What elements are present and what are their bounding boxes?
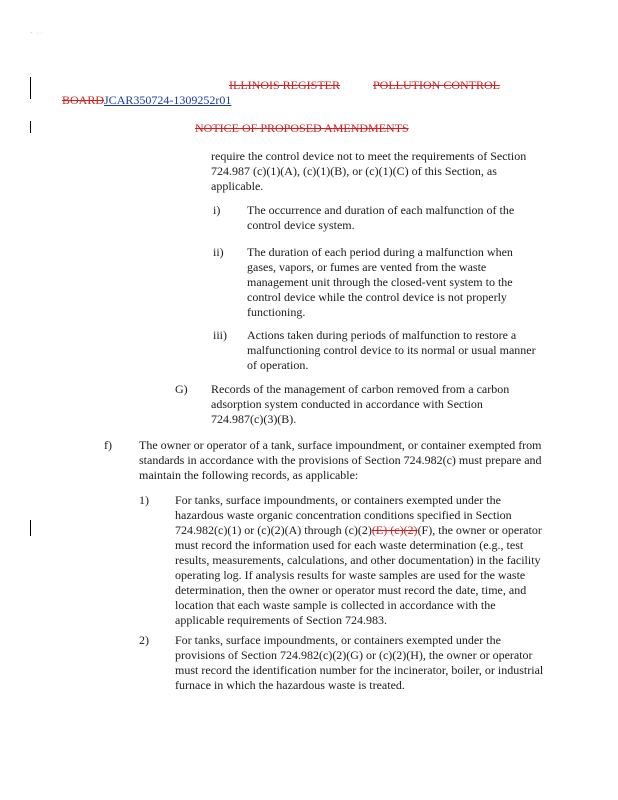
subsection-label: G) [175,382,188,396]
item-label: i) [213,203,221,217]
continuation-paragraph: require the control device not to meet the requirements of Section 724.987 (c)(1)(A), (c)(1)(B), or (c)(1)(C) of this Section, as applicable. [211,149,527,193]
change-bar [30,77,31,99]
section-label: f) [104,438,112,452]
register-header [229,78,569,92]
paragraph-label: 1) [139,493,149,507]
agency-name-cont: BOARD [62,93,105,107]
scan-speck: - · · [30,30,43,37]
paragraph-text: For tanks, surface impoundments, or containers exempted under the hazardous waste organic concentration conditions specified in Section 724.982(c)(1) or (c)(2)(A) through (c)(2)(E) (c)(2)(F), the owner or operator must record the information used for each waste determination (e.g., test results, measurements, calculations, and other documentation) in the facility operating log. If analysis results for waste samples are used for the waste determination, then the owner or operator must record the date, time, and location that each waste sample is collected in accordance with the applicable requirements of Section 724.983. [175,493,542,627]
item-label: iii) [213,328,227,342]
change-bar [30,121,31,133]
item-text: The occurrence and duration of each malfunction of the control device system. [247,203,515,232]
register-title: ILLINOIS REGISTER [229,78,340,92]
notice-title: NOTICE OF PROPOSED AMENDMENTS [195,121,409,135]
section-text: The owner or operator of a tank, surface impoundment, or container exempted from standards in accordance with the provisions of Section 724.982(c) must prepare and maintain the following records, as applicable: [139,438,542,482]
jcar-code: JCAR350724-1309252r01 [104,93,232,107]
subsection-text: Records of the management of carbon removed from a carbon adsorption system conducted in accordance with Section 724.987(c)(3)(B). [211,382,510,426]
item-text: Actions taken during periods of malfunction to restore a malfunctioning control device to its normal or usual manner of operation. [247,328,536,372]
change-bar [30,520,31,536]
paragraph-text: For tanks, surface impoundments, or containers exempted under the provisions of Section 724.982(c)(2)(G) or (c)(2)(H), the owner or operator must record the identification number for the incinerator, boiler, or industrial furnace in which the hazardous waste is treated. [175,633,544,692]
item-label: ii) [213,245,224,259]
agency-name: POLLUTION CONTROL [373,78,500,92]
item-text: The duration of each period during a malfunction when gases, vapors, or fumes are vented from the waste management unit through the closed-vent system to the control device while the control device is not properly functioning. [247,245,513,319]
deleted-text: (E) (c)(2) [371,523,418,537]
paragraph-label: 2) [139,633,149,647]
register-header-line2 [62,93,362,107]
